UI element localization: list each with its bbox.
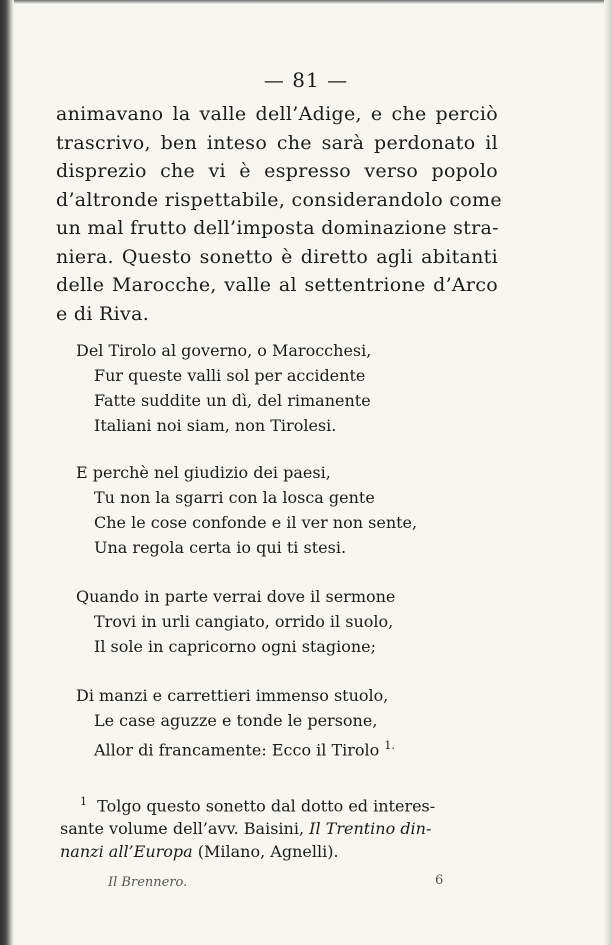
footnote-title: Il Trentino din- [309,819,432,839]
prose-line: animavano la valle dell’Adige, e che perciò [56,103,498,125]
prose-line: niera. Questo sonetto è diretto agli abitanti [56,245,498,268]
verse-line: Del Tirolo al governo, o Marocchesi, [76,341,372,360]
prose-line: d’altronde rispettabile, considerandolo come [56,188,502,211]
verse-line: Quando in parte verrai dove il sermone [76,587,396,606]
page-number: — 81 — [263,68,349,92]
footnote [60,790,500,863]
footnote-text: sante volume dell’avv. Baisini, [60,819,305,839]
verse-line: Di manzi e carrettieri immenso stuolo, [76,686,389,705]
sonnet-stanza-2 [0,460,612,560]
sonnet-stanza-1 [0,338,612,438]
footnote-line [60,790,500,817]
verse-line: Fatte suddite un dì, del rimanente [94,391,371,410]
footnote-reference: 1. [384,739,395,752]
footnote-text: Tolgo questo sonetto dal dotto ed interes- [97,796,436,816]
verse-line: Trovi in urli cangiato, orrido il suolo, [94,612,394,631]
signature-mark: Il Brennero. [108,875,188,890]
verse-line: Il sole in capricorno ogni stagione; [94,637,377,656]
prose-line: un mal frutto dell’imposta dominazione stra- [56,217,499,239]
verse-line: Fur queste valli sol per accidente [94,366,366,385]
footnote-title: nanzi all’Europa [60,842,193,862]
prose-paragraph [56,100,502,328]
prose-line: e di Riva. [56,302,150,325]
verse-line: Tu non la sgarri con la losca gente [94,488,375,507]
sonnet-stanza-3 [0,584,612,659]
verse-line: E perchè nel giudizio dei paesi, [76,463,331,482]
verse-line: Italiani noi siam, non Tirolesi. [94,416,337,435]
signature-number: 6 [435,873,444,888]
verse-line: Che le cose confonde e il ver non sente, [94,513,418,532]
verse-line: Le case aguzze e tonde le persone, [94,711,378,730]
footnote-line [60,840,500,863]
prose-line: delle Marocche, valle al settentrione d’Arco [56,274,498,296]
page-top-edge [0,0,612,4]
prose-line: disprezio che vi è espresso verso popolo [56,160,498,182]
verse-line [0,733,612,762]
verse-line: Una regola certa io qui ti stesi. [94,538,347,557]
prose-line: trascrivo, ben inteso che sarà perdonato il [56,131,498,154]
sonnet-stanza-4 [0,683,612,762]
verse-text: Allor di francamente: Ecco il Tirolo [94,740,380,760]
footnote-text: (Milano, Agnelli). [197,842,339,862]
footnote-marker: 1 [80,795,87,808]
footnote-line [60,817,500,840]
